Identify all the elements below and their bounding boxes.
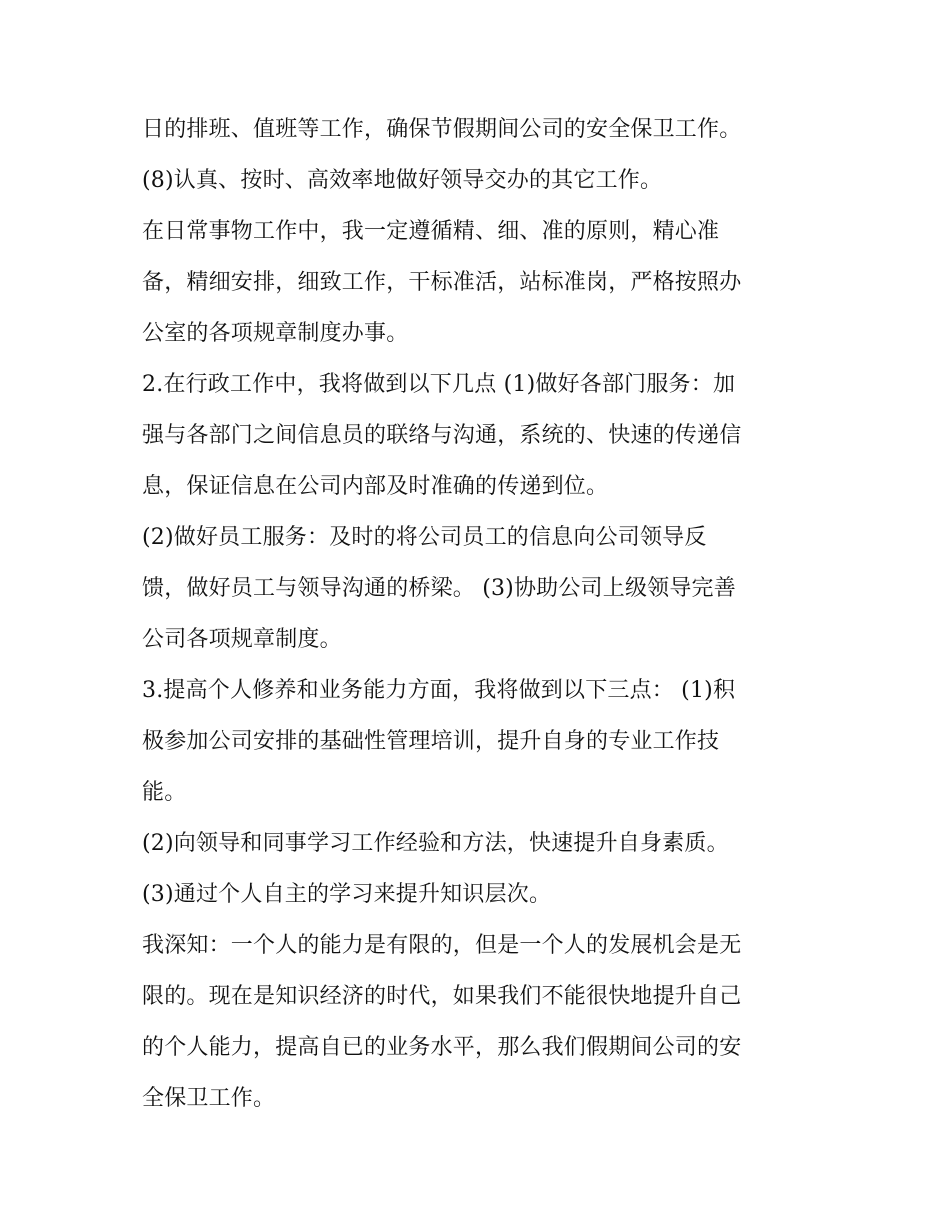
document-body	[142, 104, 818, 1124]
text-line: 我深知：一个人的能力是有限的，但是一个人的发展机会是无	[142, 933, 742, 958]
text-line: 能。	[142, 780, 187, 805]
text-line: (3)通过个人自主的学习来提升知识层次。	[142, 882, 552, 907]
text-line: 全保卫工作。	[142, 1086, 276, 1111]
text-line: 日的排班、值班等工作，确保节假期间公司的安全保卫工作。	[142, 117, 742, 142]
text-line: 限的。现在是知识经济的时代，如果我们不能很快地提升自己	[142, 984, 742, 1009]
text-line: 极参加公司安排的基础性管理培训，提升自身的专业工作技	[142, 729, 720, 754]
text-line: (2)向领导和同事学习工作经验和方法，快速提升自身素质。	[142, 831, 729, 856]
text-line: 公司各项规章制度。	[142, 627, 342, 652]
text-line: 2.在行政工作中，我将做到以下几点 (1)做好各部门服务：加	[142, 372, 736, 397]
text-line: (8)认真、按时、高效率地做好领导交办的其它工作。	[142, 168, 663, 193]
text-line: (2)做好员工服务：及时的将公司员工的信息向公司领导反	[142, 525, 707, 550]
text-line: 备，精细安排，细致工作，干标准活，站标准岗，严格按照办	[142, 270, 742, 295]
text-line: 公室的各项规章制度办事。	[142, 321, 409, 346]
text-line: 的个人能力，提高自已的业务水平，那么我们假期间公司的安	[142, 1035, 742, 1060]
text-line: 息，保证信息在公司内部及时准确的传递到位。	[142, 474, 609, 499]
text-line: 在日常事物工作中，我一定遵循精、细、准的原则，精心准	[142, 219, 720, 244]
text-line: 馈，做好员工与领导沟通的桥梁。 (3)协助公司上级领导完善	[142, 576, 736, 601]
text-line: 3.提高个人修养和业务能力方面，我将做到以下三点： (1)积	[142, 678, 736, 703]
text-line: 强与各部门之间信息员的联络与沟通，系统的、快速的传递信	[142, 423, 742, 448]
